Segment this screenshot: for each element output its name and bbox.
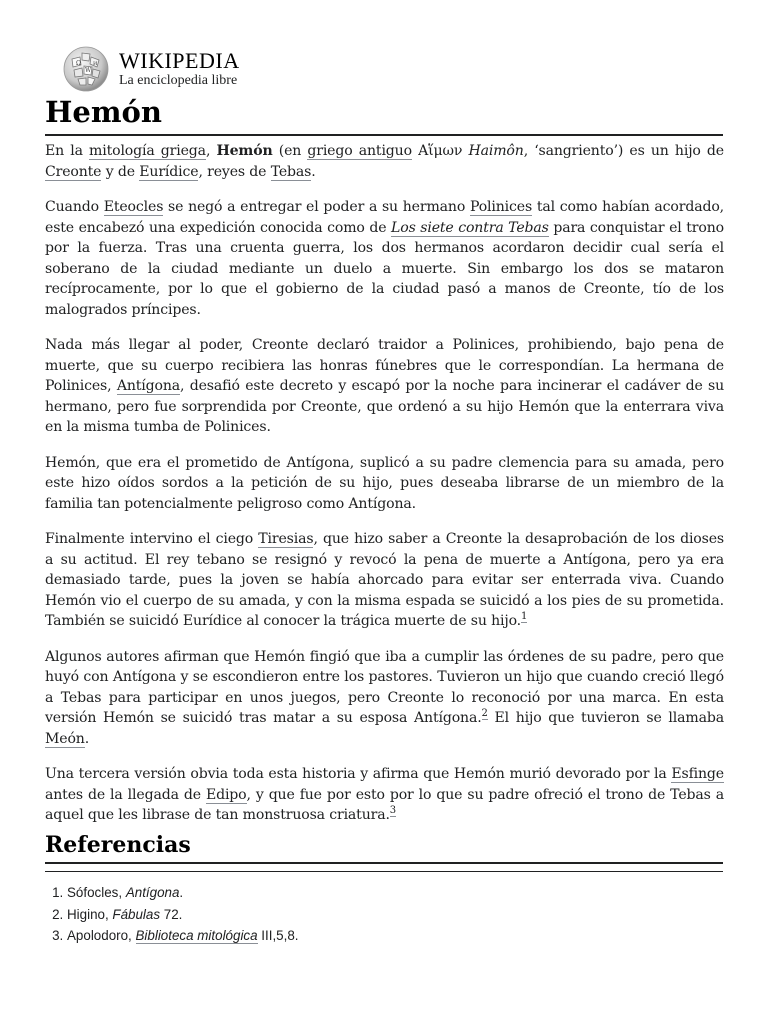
page-title: Hemón xyxy=(45,92,723,136)
svg-text:Ω: Ω xyxy=(76,60,81,67)
link-esfinge[interactable]: Esfinge xyxy=(671,766,724,782)
wordmark-title: WIKIPEDIA xyxy=(119,48,240,73)
ref-rest: III,5,8. xyxy=(257,928,299,943)
text: y de xyxy=(101,163,140,180)
reference-item xyxy=(67,925,299,947)
text: Finalmente intervino el ciego xyxy=(45,531,259,547)
wordmark xyxy=(119,49,240,89)
bold-term: Hemón xyxy=(216,143,273,159)
ref-author: Sófocles, xyxy=(67,885,126,900)
paragraph-3 xyxy=(45,335,724,438)
text: Hemón, que era el prometido de Antígona, suplicó a su padre clemencia para su amada, pero este hizo oídos sordos a la petición de su hijo, pues deseaba librarse de un miembro de la familia tan potencialmente peligroso como Antígona. xyxy=(45,454,724,512)
ref-work: Antígona xyxy=(125,885,180,900)
paragraph-4 xyxy=(45,453,724,515)
wordmark-tagline: La enciclopedia libre xyxy=(119,73,238,88)
text: antes de la llegada de xyxy=(45,786,206,803)
text: . xyxy=(84,730,90,747)
link-los-siete-contra-tebas[interactable]: Los siete contra Tebas xyxy=(391,219,549,236)
ref-rest: . xyxy=(179,885,184,900)
text: se negó a entregar el poder a su hermano xyxy=(163,199,470,215)
link-creonte[interactable]: Creonte xyxy=(45,163,102,180)
text: para conquistar el trono por la fuerza. Tras una cruenta guerra, los dos hermanos acordaron decidir cual sería el soberano de la ciudad mediante un duelo a muerte. Sin embargo los dos se mataron recíprocamente, por lo que el gobierno de la ciudad pasó a manos de Creonte, tío de los malogrados príncipes. xyxy=(45,219,724,318)
link-antigona[interactable]: Antígona xyxy=(116,378,181,394)
footnote-ref-3[interactable]: 3 xyxy=(389,805,397,817)
link-tiresias[interactable]: Tiresias xyxy=(258,531,314,547)
paragraph-6 xyxy=(45,647,724,750)
link-tebas[interactable]: Tebas xyxy=(270,163,312,180)
text: Una tercera versión obvia toda esta historia y afirma que Hemón murió devorado por la xyxy=(45,766,672,782)
link-meon[interactable]: Meón xyxy=(45,730,85,747)
link-mitologia-griega[interactable]: mitología griega xyxy=(89,143,206,159)
text: Αἵμων xyxy=(411,143,469,159)
text: , reyes de xyxy=(198,163,271,180)
text: . xyxy=(311,163,316,180)
link-edipo[interactable]: Edipo xyxy=(205,786,247,803)
article-body xyxy=(45,141,724,841)
paragraph-2 xyxy=(45,197,724,320)
text: Nada más llegar al poder, Creonte declaró traidor a Polinices, prohibiendo, bajo pena de muerte, que su cuerpo recibiera las honras fúnebres que le correspondían. La hermana de Polinices, xyxy=(45,337,724,394)
text: , ‘sangriento’) es un hijo de xyxy=(523,143,724,159)
text: , xyxy=(205,143,217,159)
text: tal como habían acordado, este encabezó una expedición conocida como de xyxy=(45,199,725,236)
link-griego-antiguo[interactable]: griego antiguo xyxy=(307,143,412,159)
footnote-ref-1[interactable]: 1 xyxy=(521,611,528,623)
paragraph-7 xyxy=(45,764,724,826)
wikipedia-globe-icon xyxy=(62,45,110,93)
references-heading: Referencias xyxy=(45,828,723,864)
reference-item xyxy=(67,904,299,926)
text: (en xyxy=(272,143,308,159)
text: , desafió este decreto y escapó por la noche para incinerar el cadáver de su hermano, pero fue sorprendida por Creonte, que ordenó a su hijo Hemón que la enterrara viva en la misma tumba de Polinices. xyxy=(45,378,724,435)
text: Cuando xyxy=(45,199,104,215)
svg-text:W: W xyxy=(85,67,92,74)
text: , y que fue por esto por lo que su padre ofreció el trono de Tebas a aquel que les librase de tan monstruosa criatura. xyxy=(45,786,724,823)
text: En la xyxy=(45,143,90,159)
text: El hijo que tuvieron se llamaba xyxy=(487,710,724,726)
footnote-ref-2[interactable]: 2 xyxy=(481,708,488,720)
ref-rest: 72. xyxy=(160,906,183,922)
ref-author: Apolodoro, xyxy=(67,928,136,943)
site-logo[interactable] xyxy=(62,45,240,93)
paragraph-1 xyxy=(45,141,724,182)
link-euridice[interactable]: Eurídice xyxy=(139,163,199,180)
ref-author: Higino, xyxy=(67,906,113,922)
paragraph-5 xyxy=(45,529,724,632)
italic-term: Haimôn xyxy=(468,143,524,159)
text: Algunos autores afirman que Hemón fingió que iba a cumplir las órdenes de su padre, pero que huyó con Antígona y se escondieron entre los pastores. Tuvieron un hijo que cuando creció llegó a Tebas para participar en unos juegos, pero Creonte lo reconoció por una marca. En esta versión Hemón se suicidó tras matar a su esposa Antígona. xyxy=(45,648,724,726)
reference-item xyxy=(67,882,299,904)
link-eteocles[interactable]: Eteocles xyxy=(103,199,164,215)
text: , que hizo saber a Creonte la desaprobación de los dioses a su actitud. El rey tebano se resignó y revocó la pena de muerte a Antígona, pero ya era demasiado tarde, pues la joven se había ahorcado para evitar ser enterrada viva. Cuando Hemón vio el cuerpo de su amada, y con la misma espada se suicidó a los pies de su prometida. También se suicidó Eurídice al conocer la trágica muerte de su hijo. xyxy=(45,531,724,629)
references-divider xyxy=(45,871,723,872)
ref-work: Fábulas xyxy=(112,906,161,922)
svg-text:И: И xyxy=(93,61,98,67)
link-polinices[interactable]: Polinices xyxy=(469,199,533,215)
references-list xyxy=(45,882,299,947)
link-biblioteca-mitologica[interactable]: Biblioteca mitológica xyxy=(135,928,258,943)
